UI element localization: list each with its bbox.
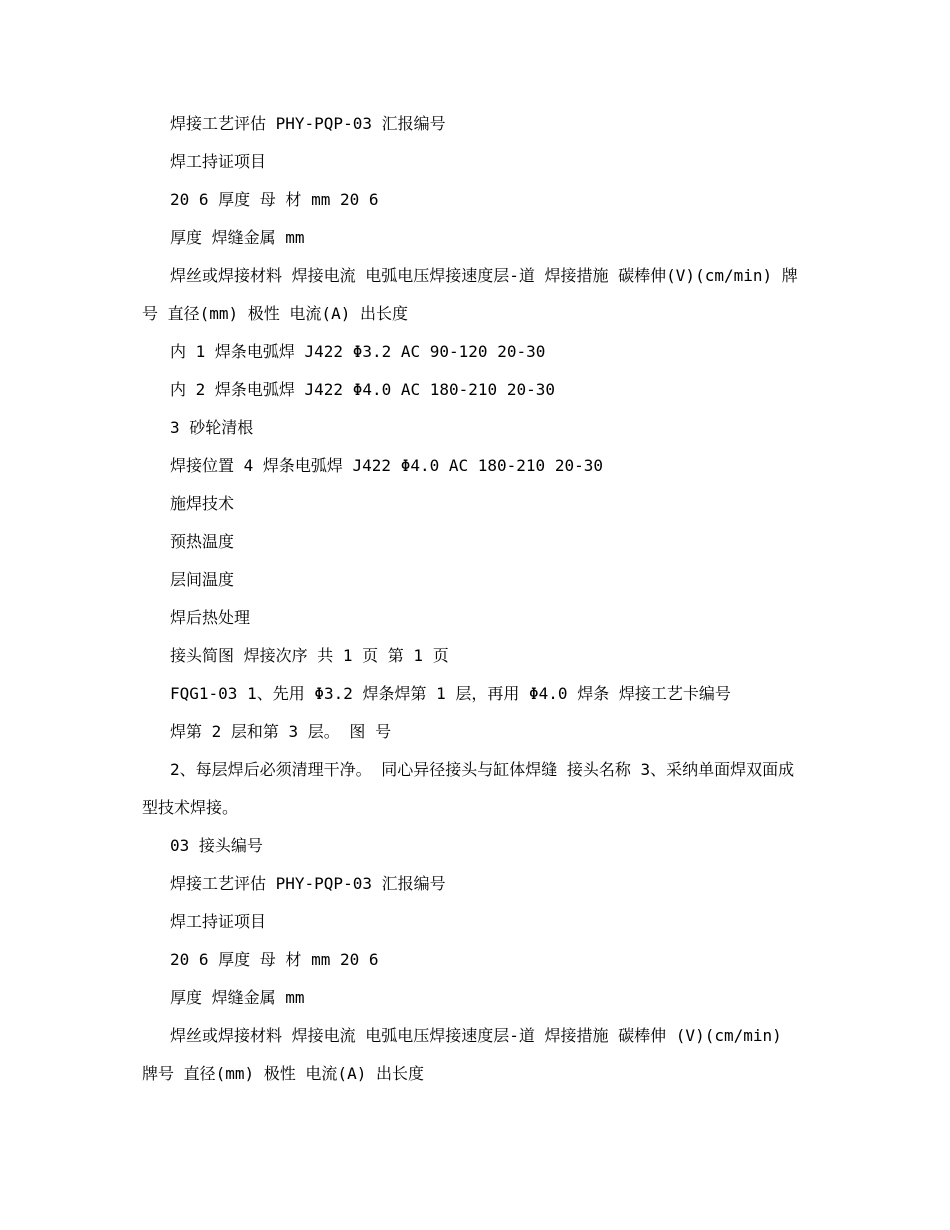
paragraph: 焊工持证项目 (170, 152, 267, 171)
paragraph: 20 6 厚度 母 材 mm 20 6 (170, 950, 379, 969)
paragraph: 厚度 焊缝金属 mm (170, 228, 305, 247)
paragraph: 20 6 厚度 母 材 mm 20 6 (170, 190, 379, 209)
paragraph: 施焊技术 (170, 494, 235, 513)
paragraph: 3 砂轮清根 (170, 418, 254, 437)
paragraph: 焊丝或焊接材料 焊接电流 电弧电压焊接速度层-道 焊接措施 碳棒伸 (V)(cm/min) 牌号 直径(mm) 极性 电流(A) 出长度 (142, 1026, 782, 1083)
paragraph: 焊接工艺评估 PHY-PQP-03 汇报编号 (170, 114, 446, 133)
paragraph: 焊后热处理 (170, 608, 251, 627)
paragraph: 焊接工艺评估 PHY-PQP-03 汇报编号 (170, 874, 446, 893)
paragraph: FQG1-03 1、先用 Φ3.2 焊条焊第 1 层，再用 Φ4.0 焊条 焊接工艺卡编号 (170, 684, 731, 703)
paragraph: 内 1 焊条电弧焊 J422 Φ3.2 AC 90-120 20-30 (170, 342, 546, 361)
paragraph: 内 2 焊条电弧焊 J422 Φ4.0 AC 180-210 20-30 (170, 380, 555, 399)
paragraph: 03 接头编号 (170, 836, 263, 855)
paragraph: 焊丝或焊接材料 焊接电流 电弧电压焊接速度层-道 焊接措施 碳棒伸(V)(cm/min) 牌号 直径(mm) 极性 电流(A) 出长度 (142, 266, 798, 323)
paragraph: 2、每层焊后必须清理干净。 同心异径接头与缸体焊缝 接头名称 3、采纳单面焊双面成型技术焊接。 (142, 760, 795, 817)
paragraph: 焊接位置 4 焊条电弧焊 J422 Φ4.0 AC 180-210 20-30 (170, 456, 603, 475)
paragraph: 层间温度 (170, 570, 235, 589)
paragraph: 预热温度 (170, 532, 235, 551)
paragraph: 焊第 2 层和第 3 层。 图 号 (170, 722, 392, 741)
paragraph: 厚度 焊缝金属 mm (170, 988, 305, 1007)
paragraph: 焊工持证项目 (170, 912, 267, 931)
paragraph: 接头简图 焊接次序 共 1 页 第 1 页 (170, 646, 449, 665)
